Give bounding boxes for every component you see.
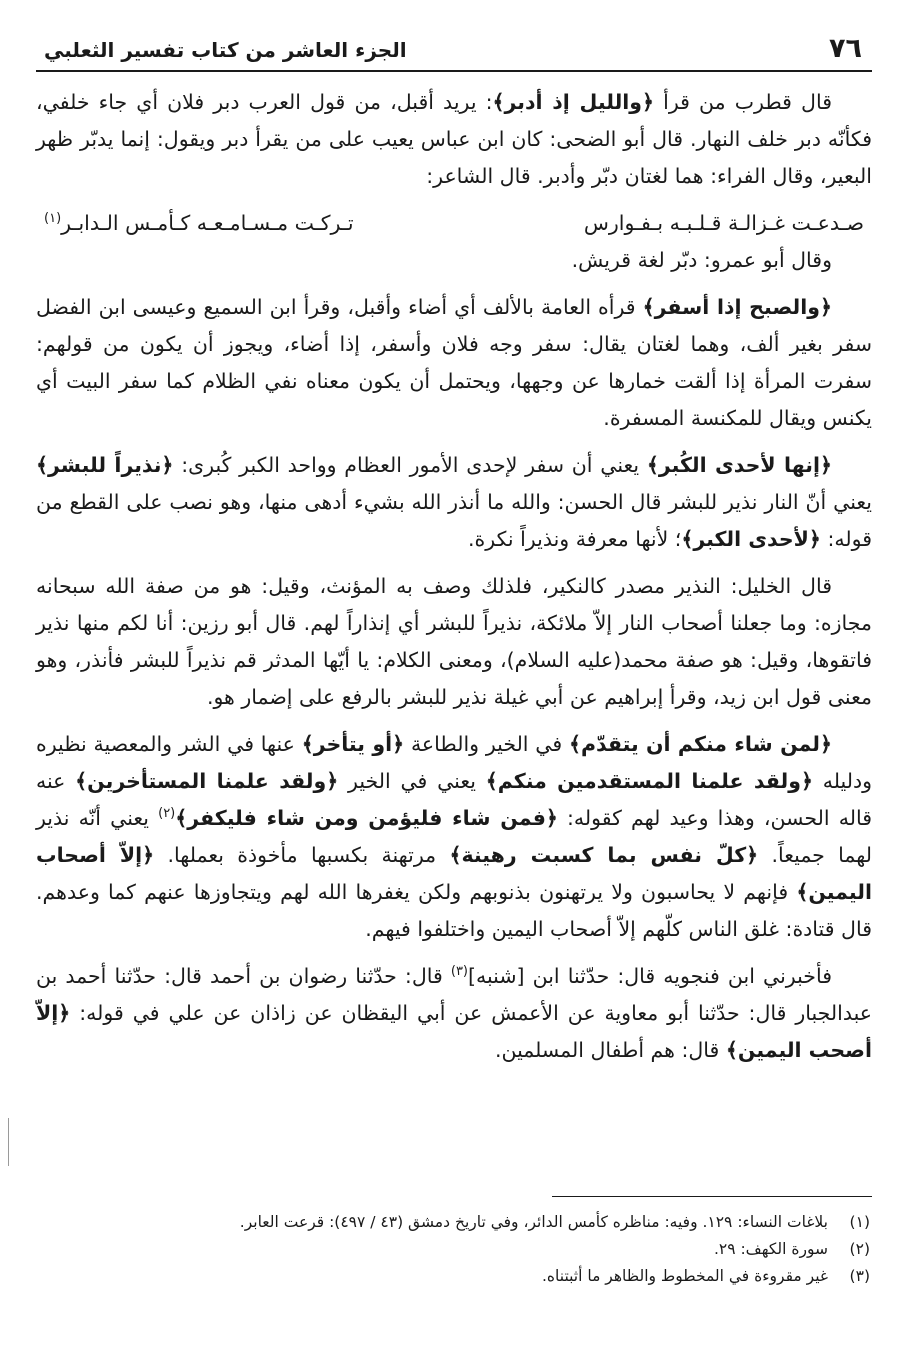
quran-quote: ﴿لأحدى الكبر﴾ <box>681 527 821 551</box>
paragraph-text: مرتهنة بكسبها مأخوذة بعملها. <box>154 843 450 867</box>
paragraph-text: قال قطرب من قرأ <box>654 90 833 114</box>
paragraph-p5 <box>36 568 872 716</box>
paragraph-text: قال الخليل: النذير مصدر كالنكير، فلذلك وصف به المؤنث، وقيل: هو من صفة الله سبحانه مجازه: وما جعلنا أصحاب النار إلاّ ملائكة، نذيراً للبشر أي إنذاراً لهم. قال أبو رزين: أنا لكم منها نذير فاتقوها، وقيل: هو صفة محمد(عليه السلام)، ومعنى الكلام: يا أيّها المدثر قم نذيراً للبشر فأنذر، وهو معنى قول ابن زيد، وقرأ إبراهيم عن أبي غيلة نذير للبشر بالرفع على إضمار هو. <box>36 574 872 709</box>
quran-quote: ﴿والصبح إذا أسفر﴾ <box>642 295 833 319</box>
paragraph-p3 <box>36 289 872 437</box>
footnote-text: سورة الكهف: ٢٩. <box>713 1240 828 1258</box>
paragraph-p6 <box>36 726 872 948</box>
paragraph-text: يعني أن سفر لإحدى الأمور العظام وواحد الكبر كُبرى: <box>173 453 647 477</box>
footnote-divider <box>552 1196 872 1197</box>
paragraph-text: وقال أبو عمرو: دبّر لغة قريش. <box>571 248 832 272</box>
footnote-ref: (٣) <box>450 964 468 980</box>
paragraph-text: ؛ لأنها معرفة ونذيراً نكرة. <box>468 527 682 551</box>
paragraph-text: عنها في الشر والمعصية نظيره ودليله <box>36 732 872 793</box>
footnote-number: (٣) <box>849 1267 870 1285</box>
paragraph-text: قال: حدّثنا رضوان بن أحمد قال: حدّثنا أحمد بن عبدالجبار قال: حدّثنا أبو معاوية عن الأعمش عن أبي اليقظان عن زاذان عن علي في قوله: <box>36 964 872 1025</box>
page-header <box>36 28 872 72</box>
footnote-item <box>36 1236 872 1263</box>
verse-left-hemistich: تـركـت مـسـامـعـه كـأمـس الـدابـر <box>61 211 354 235</box>
footnotes <box>36 1196 872 1290</box>
paragraphs-after-verse <box>36 242 872 1069</box>
scan-edge-mark <box>8 1118 9 1166</box>
quran-quote: ﴿إلاّ أصحب اليمين﴾ <box>36 1001 872 1062</box>
verse-left-hemistich-wrap <box>44 205 354 242</box>
quran-quote: ﴿لمن شاء منكم أن يتقدّم﴾ <box>568 732 833 756</box>
paragraph-p4 <box>36 447 872 558</box>
paragraph-text: قرأه العامة بالألف أي أضاء وأقبل، وقرأ ابن السميع وعيسى ابن الفضل سفر بغير ألف، وهما لغتان يقال: سفر وجه فلان وأسفر، إذا أضاء، ويجوز أن يكون من قولهم: سفرت المرأة إذا ألقت خمارها عن وجهها، ويحتمل أن يكون معناه نفي الظلام كما سفر البيت أي يكنس ويقال للمكنسة المسفرة. <box>36 295 872 430</box>
quran-quote: ﴿أو يتأخر﴾ <box>301 732 405 756</box>
quran-quote: ﴿فمن شاء فليؤمن ومن شاء فليكفر﴾ <box>175 806 558 830</box>
footnote-text: بلاغات النساء: ١٢٩. وفيه: مناظره كأمس الدائر، وفي تاريخ دمشق (٤٣ / ٤٩٧): قرعت العابر. <box>239 1213 828 1231</box>
footnote-number: (٢) <box>849 1240 870 1258</box>
quran-quote: ﴿والليل إذ أدبر﴾ <box>492 90 655 114</box>
paragraph-text: : يريد أقبل، من قول العرب دبر فلان أي جاء خلفي، فكأنّه دبر خلف النهار. قال أبو الضحى: كان ابن عباس يعيب على من يقرأ دبر ويقول: إنما يدبّر ظهر البعير، وقال الفراء: هما لغتان دبّر وأدبر. قال الشاعر: <box>36 90 872 188</box>
paragraph-text: فإنهم لا يحاسبون ولا يرتهنون بذنوبهم ولكن يغفرها الله لهم ويتجاوزها عنهم كما وعدهم. قال قتادة: غلق الناس كلّهم إلاّ أصحاب اليمين واختلفوا فيهم. <box>36 880 872 941</box>
footnote-ref: (٢) <box>158 806 176 822</box>
paragraph-text: يعني في الخير <box>338 769 486 793</box>
running-title: الجزء العاشر من كتاب تفسير الثعلبي <box>44 38 407 62</box>
quran-quote: ﴿كلّ نفس بما كسبت رهينة﴾ <box>449 843 759 867</box>
paragraph-p1 <box>36 84 872 195</box>
paragraph-text: في الخير والطاعة <box>404 732 569 756</box>
paragraph-text: يعني أنّ النار نذير للبشر قال الحسن: والله ما أنذر الله بشيء أدهى منها، وهو نصب على القطع من قوله: <box>36 490 872 551</box>
page-body <box>36 84 872 1069</box>
footnote-number: (١) <box>849 1213 870 1231</box>
paragraph-p7 <box>36 958 872 1069</box>
footnote-item <box>36 1263 872 1290</box>
footnote-text: غير مقروءة في المخطوط والظاهر ما أثبتناه. <box>542 1267 828 1285</box>
paragraphs-before-verse <box>36 84 872 195</box>
paragraph-text: فأخبرني ابن فنجويه قال: حدّثنا ابن [شنبه] <box>468 964 833 988</box>
page-number: ٧٦ <box>829 33 862 64</box>
quran-quote: ﴿ولقد علمنا المستأخرين﴾ <box>75 769 339 793</box>
verse-right-hemistich: صـدعـت غـزالـة قـلـبـه بـفـوارس <box>583 211 864 235</box>
paragraph-text: يعني أنّه نذير لهما جميعاً. <box>36 806 872 867</box>
paragraph-text: قال: هم أطفال المسلمين. <box>494 1038 726 1062</box>
footnote-ref-1: (١) <box>44 211 62 227</box>
footnote-list <box>36 1209 872 1290</box>
poetry-verse <box>36 205 872 242</box>
quran-quote: ﴿نذيراً للبشر﴾ <box>36 453 174 477</box>
quran-quote: ﴿ولقد علمنا المستقدمين منكم﴾ <box>485 769 813 793</box>
quran-quote: ﴿إلاّ أصحاب اليمين﴾ <box>36 843 872 904</box>
footnote-item <box>36 1209 872 1236</box>
paragraph-text: عنه قاله الحسن، وهذا وعيد لهم كقوله: <box>36 769 873 830</box>
paragraph-p2 <box>36 242 872 279</box>
book-page <box>36 28 872 1338</box>
quran-quote: ﴿إنها لأحدى الكُبر﴾ <box>646 453 832 477</box>
